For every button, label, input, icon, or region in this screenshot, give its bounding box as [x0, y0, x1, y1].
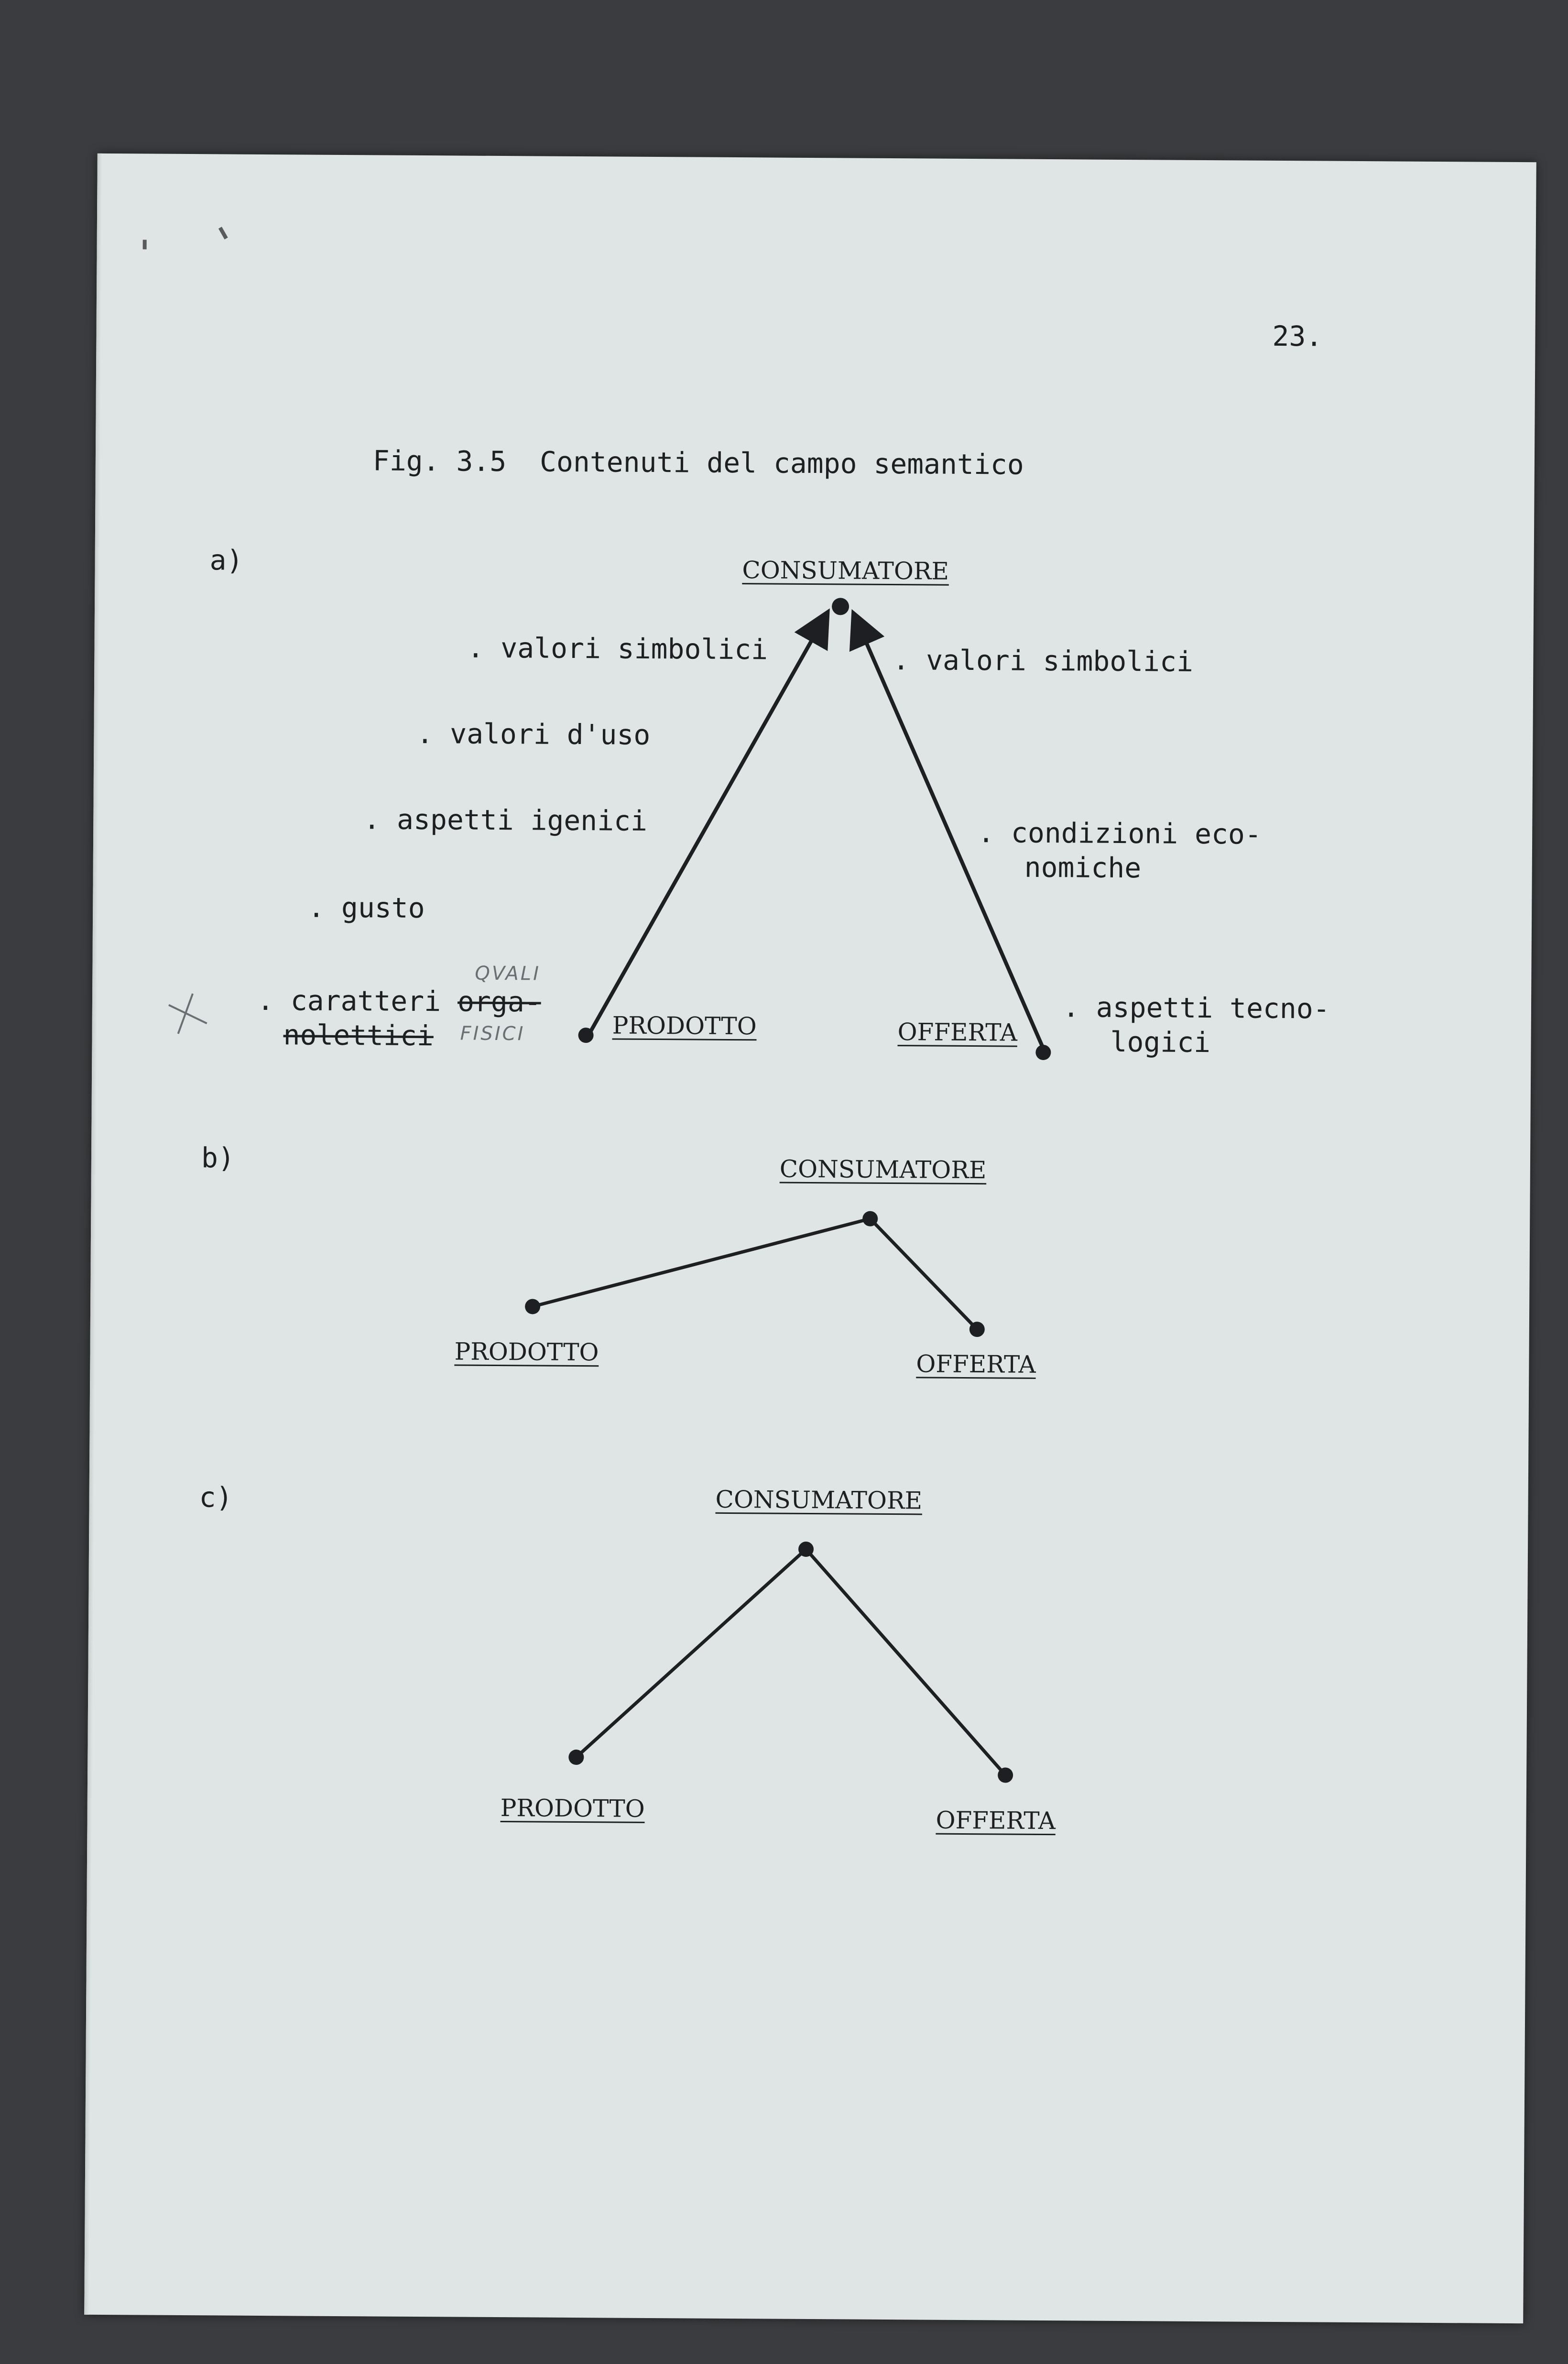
node-consumatore-b [862, 1211, 878, 1226]
item-text: caratteri [290, 984, 441, 1018]
offerta-label-c: OFFERTA [936, 1806, 1056, 1835]
offerta-label-a: OFFERTA [897, 1018, 1018, 1047]
paper-sheet [84, 153, 1536, 2323]
bullet: . [977, 816, 995, 849]
bullet: . [308, 891, 325, 924]
prodotto-label-c: PRODOTTO [500, 1794, 645, 1823]
left-item-valori-uso [416, 717, 651, 751]
item-text: gusto [341, 891, 425, 925]
item-text: valori simbolici [926, 644, 1194, 678]
node-consumatore-c [798, 1542, 814, 1557]
item-text: aspetti tecno- [1096, 991, 1330, 1025]
node-consumatore-a [832, 598, 849, 615]
left-item-caratteri-line2 [283, 1018, 434, 1052]
bullet: . [467, 631, 484, 664]
edge-offerta-consumatore-b [870, 1219, 978, 1329]
node-prodotto-b [525, 1299, 540, 1314]
consumatore-label-c: CONSUMATORE [715, 1485, 923, 1515]
edge-offerta-consumatore-c [805, 1549, 1007, 1775]
panel-c-letter: c) [199, 1481, 233, 1514]
bullet: . [893, 644, 910, 677]
edge-prodotto-consumatore-c [576, 1548, 806, 1759]
item-text: valori d'uso [450, 717, 651, 751]
node-prodotto-c [568, 1750, 584, 1765]
bullet: . [363, 803, 381, 836]
handwritten-qvali: QVALI [475, 962, 541, 985]
struck-text: orga- [457, 985, 541, 1018]
bullet: . [416, 717, 434, 750]
offerta-label-b: OFFERTA [916, 1350, 1036, 1379]
panel-a-letter: a) [209, 544, 243, 577]
edge-prodotto-consumatore-b [533, 1216, 870, 1308]
left-item-aspetti-igenici [363, 805, 647, 835]
node-offerta-c [998, 1767, 1013, 1783]
page-number: 23. [1272, 319, 1323, 353]
node-prodotto-a [578, 1028, 593, 1043]
consumatore-label-b: CONSUMATORE [779, 1155, 987, 1184]
item-text: condizioni eco- [1011, 816, 1262, 851]
bullet: . [1062, 991, 1080, 1024]
right-item-valori-simbolici [893, 646, 1193, 676]
right-item-condizioni-line2: nomiche [1024, 851, 1142, 885]
prodotto-label-a: PRODOTTO [612, 1011, 757, 1040]
left-item-caratteri [257, 986, 541, 1016]
node-offerta-a [1035, 1045, 1051, 1060]
figure-caption: Fig. 3.5 Contenuti del campo semantico [372, 444, 1024, 481]
left-item-gusto [308, 891, 425, 925]
right-item-condizioni [977, 816, 1262, 851]
bullet: . [257, 984, 274, 1017]
left-item-valori-simbolici [467, 631, 768, 666]
struck-text: nolettici [283, 1018, 434, 1052]
consumatore-label-a: CONSUMATORE [742, 556, 949, 585]
prodotto-label-b: PRODOTTO [454, 1337, 599, 1367]
right-item-aspetti [1062, 991, 1330, 1025]
node-offerta-b [969, 1322, 985, 1337]
panel-b-letter: b) [201, 1141, 235, 1174]
item-text: aspetti igenici [396, 803, 648, 837]
item-text: valori simbolici [501, 632, 768, 666]
handwritten-fisici: FISICI [460, 1022, 525, 1045]
right-item-aspetti-line2: logici [1110, 1025, 1211, 1059]
